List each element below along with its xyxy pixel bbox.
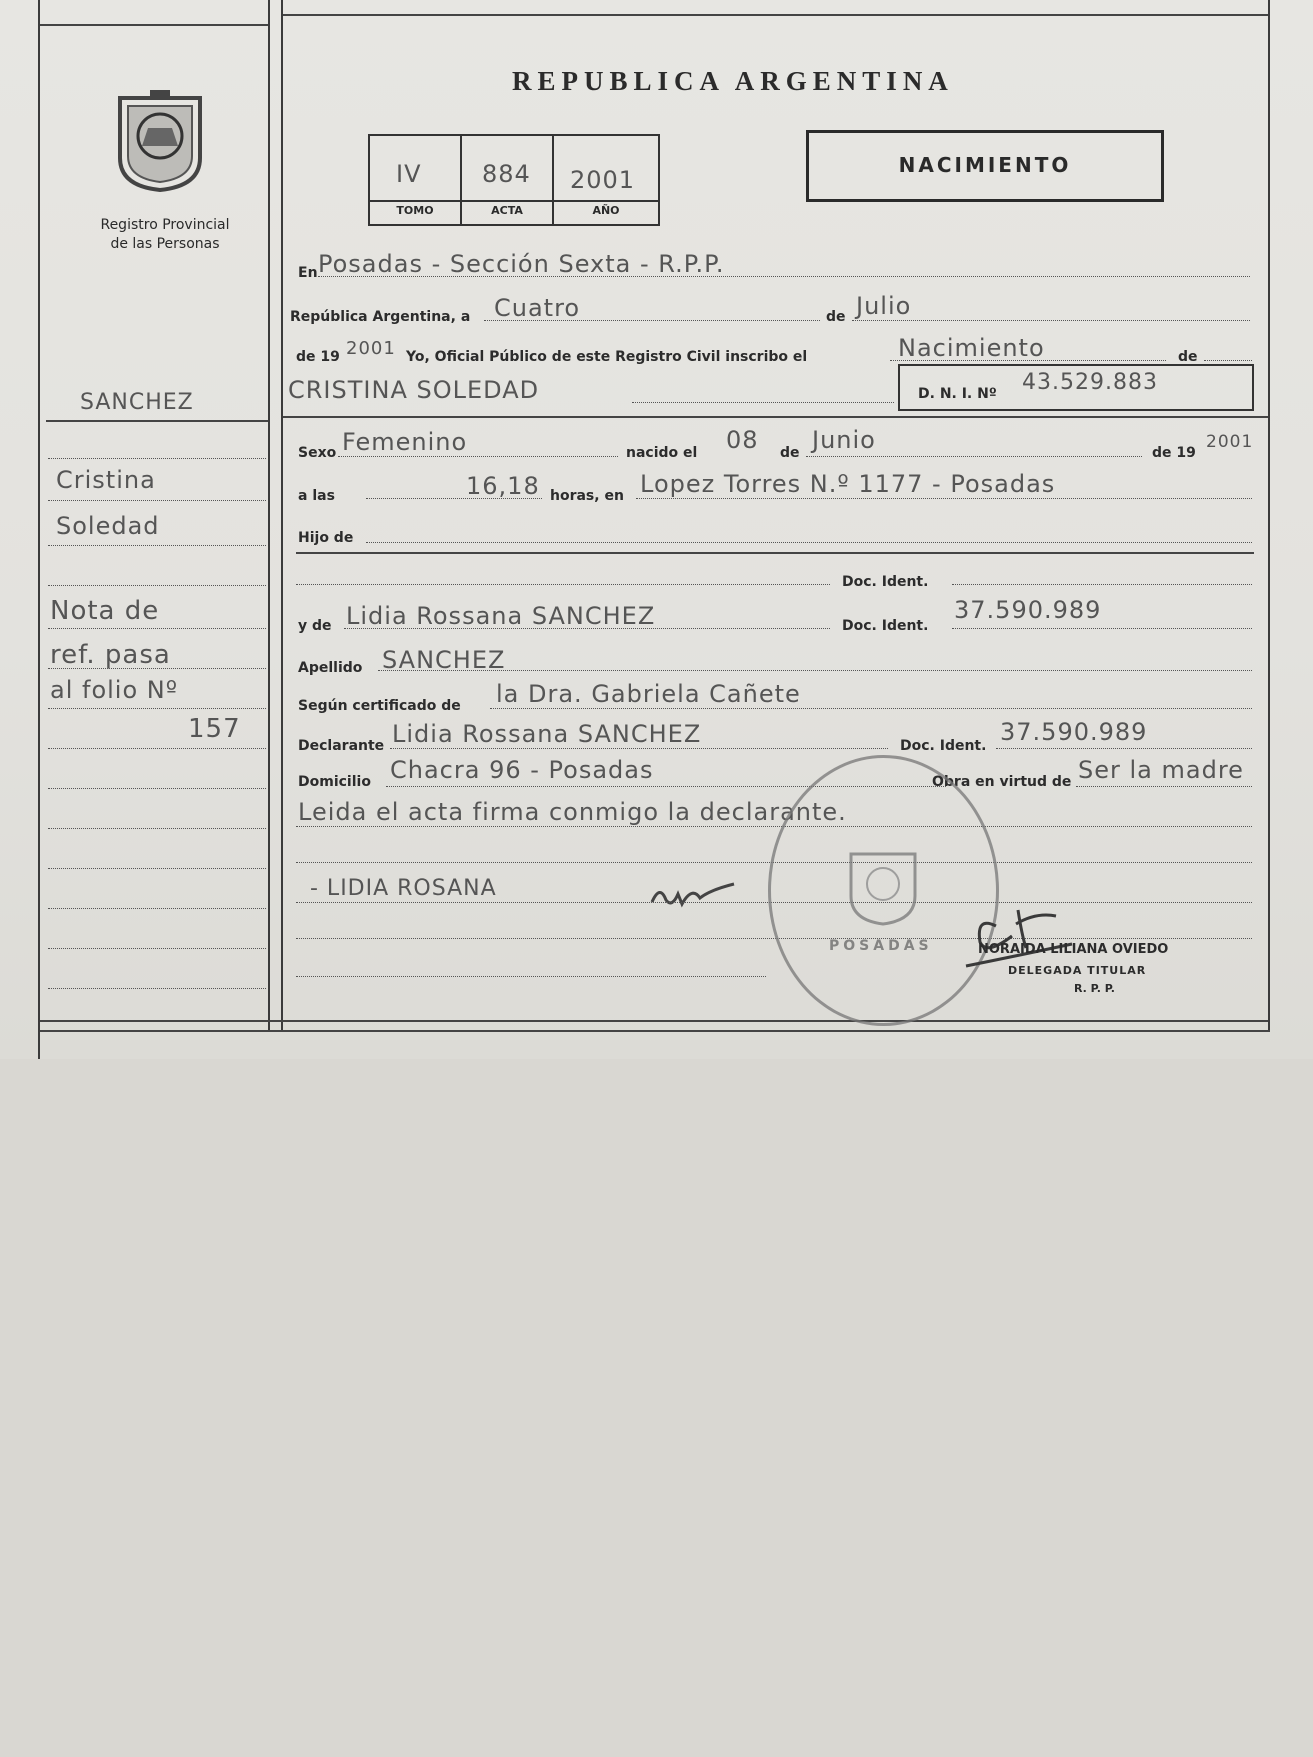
margin-note-2: ref. pasa	[50, 640, 171, 670]
margin-surname: SANCHEZ	[80, 390, 194, 415]
republica-label: República Argentina, a	[290, 309, 471, 325]
field-line	[296, 938, 1252, 939]
tomo-value: IV	[396, 160, 422, 188]
leida-acta-value: Leida el acta firma conmigo la declarante.	[298, 798, 847, 826]
field-line	[484, 320, 820, 321]
acta-value: 884	[482, 160, 531, 188]
top-line-left	[40, 24, 268, 26]
right-border-line	[1268, 0, 1270, 1030]
field-line	[390, 748, 888, 749]
declarante-doc-value: 37.590.989	[1000, 718, 1148, 746]
horas-en-label: horas, en	[550, 488, 624, 504]
field-line	[296, 976, 766, 977]
dia-inscripcion-value: Cuatro	[494, 294, 581, 322]
nacimiento-anio-value: 2001	[1206, 432, 1254, 452]
margin-note-4: 157	[188, 714, 241, 744]
margin-note-1: Nota de	[50, 596, 160, 626]
record-number-box	[368, 134, 660, 226]
segun-certificado-label: Según certificado de	[298, 698, 461, 714]
bottom-line	[40, 1020, 1268, 1022]
certificate-type-box	[806, 130, 1164, 202]
sexo-value: Femenino	[342, 428, 468, 456]
margin-note-3: al folio Nº	[50, 676, 179, 704]
de-label-3: de	[780, 445, 800, 461]
nacido-label: nacido el	[626, 445, 698, 461]
madre-doc-value: 37.590.989	[954, 596, 1102, 624]
registry-line-1: Registro Provincial	[100, 217, 230, 233]
domicilio-value: Chacra 96 - Posadas	[390, 756, 654, 784]
de-19-label: de 19	[296, 349, 340, 365]
en-label: En	[298, 265, 318, 281]
field-line	[1076, 786, 1252, 787]
field-line	[852, 320, 1250, 321]
record-box-divider	[370, 200, 658, 202]
margin-dotted-line	[48, 585, 266, 586]
margin-dotted-line	[48, 828, 266, 829]
inscribe-value: Nacimiento	[898, 334, 1045, 362]
official-org: R. P. P.	[1074, 982, 1115, 995]
dni-label: D. N. I. Nº	[918, 386, 997, 402]
nacimiento-dia-value: 08	[726, 426, 759, 454]
margin-name-1: Cristina	[56, 466, 156, 494]
domicilio-label: Domicilio	[298, 774, 371, 790]
field-line	[890, 360, 1166, 361]
anio-value: 2001	[570, 166, 636, 194]
dni-value: 43.529.883	[1022, 370, 1158, 395]
hora-value: 16,18	[466, 472, 540, 500]
province-emblem-icon	[112, 88, 208, 193]
nacimiento-mes-value: Junio	[812, 426, 876, 454]
column-divider-2	[281, 0, 283, 1030]
lugar-registro-value: Posadas - Sección Sexta - R.P.P.	[318, 250, 725, 278]
sexo-label: Sexo	[298, 445, 337, 461]
nombre-inscripto-value: CRISTINA SOLEDAD	[288, 376, 540, 404]
madre-nombre-value: Lidia Rossana SANCHEZ	[346, 602, 656, 630]
margin-dotted-line	[48, 708, 266, 709]
seal-city: POSADAS	[829, 938, 933, 954]
field-line	[806, 456, 1142, 457]
field-line	[338, 456, 618, 457]
margin-name-2: Soledad	[56, 512, 160, 540]
margin-dotted-line	[48, 500, 266, 501]
left-border-line	[38, 0, 40, 1059]
declarante-signature: - LIDIA ROSANA	[310, 876, 497, 901]
certificate-type: NACIMIENTO	[898, 153, 1072, 177]
margin-dotted-line	[48, 908, 266, 909]
hijo-de-label: Hijo de	[298, 530, 354, 546]
field-line	[296, 826, 1252, 827]
field-line	[1204, 360, 1252, 361]
doc-ident-label: Doc. Ident.	[842, 574, 929, 590]
official-role: DELEGADA TITULAR	[1008, 964, 1147, 977]
column-divider	[268, 0, 270, 1030]
certificado-value: la Dra. Gabriela Cañete	[496, 680, 801, 708]
declarante-label: Declarante	[298, 738, 385, 754]
document-title: REPUBLICA ARGENTINA	[512, 66, 954, 96]
declarante-signature-scribble-icon	[648, 878, 738, 914]
obra-value: Ser la madre	[1078, 756, 1244, 784]
field-line	[490, 708, 1252, 709]
field-line	[378, 670, 1252, 671]
official-seal	[768, 755, 999, 1026]
field-line	[636, 498, 1252, 499]
field-line	[296, 584, 830, 585]
mes-inscripcion-value: Julio	[856, 292, 912, 320]
seal-emblem-icon	[843, 846, 923, 926]
registry-name	[70, 216, 260, 254]
apellido-value: SANCHEZ	[382, 646, 506, 674]
top-line-right	[283, 14, 1268, 16]
doc-ident-label-3: Doc. Ident.	[900, 738, 987, 754]
margin-dotted-line	[48, 788, 266, 789]
tomo-label: TOMO	[396, 204, 434, 217]
margin-dotted-line	[48, 868, 266, 869]
field-line	[632, 402, 894, 403]
field-line	[366, 542, 1252, 543]
margin-dotted-line	[48, 988, 266, 989]
anio-label: AÑO	[592, 204, 620, 217]
field-line	[366, 498, 542, 499]
margin-dotted-line	[48, 628, 266, 629]
margin-surname-line	[46, 420, 268, 422]
anio-inscripcion-value: 2001	[346, 338, 396, 359]
margin-dotted-line	[48, 458, 266, 459]
margin-dotted-line	[48, 545, 266, 546]
margin-dotted-line	[48, 668, 266, 669]
anio-cell	[554, 136, 658, 224]
bottom-line-2	[40, 1030, 1270, 1032]
apellido-label: Apellido	[298, 660, 363, 676]
de-19-label-2: de 19	[1152, 445, 1196, 461]
official-name: NORAIDA LILIANA OVIEDO	[978, 942, 1169, 957]
margin-dotted-line	[48, 748, 266, 749]
registry-line-2: de las Personas	[110, 236, 220, 252]
obra-label: Obra en virtud de	[932, 774, 1072, 790]
oficial-label: Yo, Oficial Público de este Registro Civil inscribo el	[406, 349, 808, 365]
a-las-label: a las	[298, 488, 335, 504]
margin-dotted-line	[48, 948, 266, 949]
section-divider	[283, 416, 1268, 418]
lugar-nacimiento-value: Lopez Torres N.º 1177 - Posadas	[640, 470, 1056, 498]
field-line	[344, 628, 830, 629]
tomo-cell	[370, 136, 462, 224]
field-line	[318, 276, 1250, 277]
doc-ident-label-2: Doc. Ident.	[842, 618, 929, 634]
de-label-2: de	[1178, 349, 1198, 365]
y-de-label: y de	[298, 618, 332, 634]
dni-box	[898, 364, 1254, 411]
field-solid-line	[296, 552, 1254, 554]
acta-label: ACTA	[491, 204, 523, 217]
declarante-value: Lidia Rossana SANCHEZ	[392, 720, 702, 748]
field-line	[996, 748, 1252, 749]
field-line	[952, 584, 1252, 585]
de-label: de	[826, 309, 846, 325]
field-line	[952, 628, 1252, 629]
acta-cell	[462, 136, 554, 224]
